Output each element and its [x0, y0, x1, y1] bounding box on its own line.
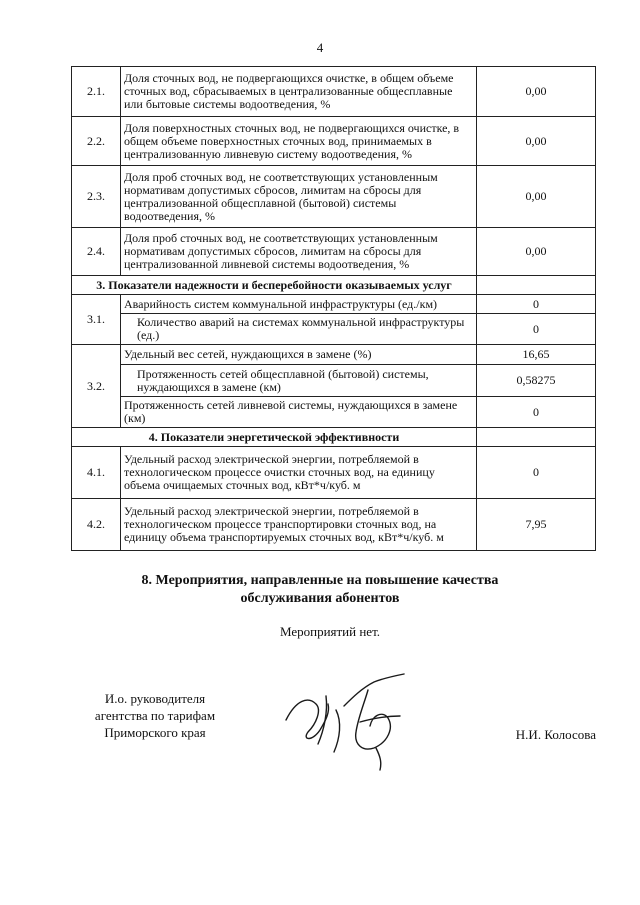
row-value: 0 — [477, 295, 596, 314]
section-header: 4. Показатели энергетической эффективности — [72, 428, 477, 447]
section-header-row — [72, 428, 596, 447]
handwritten-signature — [278, 660, 428, 775]
row-number: 3.2. — [72, 345, 121, 428]
row-number: 4.1. — [72, 447, 121, 499]
table-row — [72, 499, 596, 551]
row-text: Доля проб сточных вод, не соответствующих установленным нормативам допустимых сбросов, лимитам на сбросы для централизованной общесплавной (бытовой) системы водоотведения, % — [121, 166, 477, 228]
row-number: 2.2. — [72, 117, 121, 166]
section-header-row — [72, 276, 596, 295]
signer-title-line1: И.о. руководителя — [104, 691, 206, 706]
indicators-table — [71, 66, 596, 551]
table-row — [72, 295, 596, 314]
no-measures-text: Мероприятий нет. — [279, 624, 381, 639]
row-value: 0,00 — [477, 67, 596, 117]
row-text: Протяженность сетей общесплавной (бытовой) системы, нуждающихся в замене (км) — [121, 365, 477, 397]
signer-title — [60, 690, 250, 741]
row-number: 2.3. — [72, 166, 121, 228]
table-row — [72, 117, 596, 166]
table-row — [72, 67, 596, 117]
table-row — [72, 314, 596, 345]
row-text: Протяженность сетей ливневой системы, нуждающихся в замене (км) — [121, 397, 477, 428]
table-row — [72, 447, 596, 499]
row-text: Аварийность систем коммунальной инфраструктуры (ед./км) — [121, 295, 477, 314]
signer-title-line3: Приморского края — [104, 725, 206, 740]
signer-title-line2: агентства по тарифам — [94, 708, 216, 723]
row-text: Доля сточных вод, не подвергающихся очистке, в общем объеме сточных вод, сбрасываемых в централизованные общесплавные или бытовые системы водоотведения, % — [121, 67, 477, 117]
page-number: 4 — [316, 40, 324, 55]
row-number: 4.2. — [72, 499, 121, 551]
row-value: 0 — [477, 447, 596, 499]
row-text: Доля поверхностных сточных вод, не подвергающихся очистке, в общем объеме поверхностных сточных вод, принимаемых в централизованную ливневую систему водоотведения, % — [121, 117, 477, 166]
signer-name: Н.И. Колосова — [515, 727, 596, 742]
row-number: 2.4. — [72, 228, 121, 276]
row-text: Количество аварий на системах коммунальной инфраструктуры (ед.) — [121, 314, 477, 345]
row-text: Удельный расход электрической энергии, потребляемой в технологическом процессе очистки сточных вод, на единицу объема очищаемых сточных вод, кВт*ч/куб. м — [121, 447, 477, 499]
row-value: 0,00 — [477, 166, 596, 228]
table-row — [72, 365, 596, 397]
row-number: 2.1. — [72, 67, 121, 117]
row-value: 16,65 — [477, 345, 596, 365]
row-value: 0 — [477, 397, 596, 428]
row-text: Удельный расход электрической энергии, потребляемой в технологическом процессе транспортировки сточных вод, на единицу объема транспортируемых сточных вод, кВт*ч/куб. м — [121, 499, 477, 551]
row-value: 0,00 — [477, 228, 596, 276]
table-row — [72, 166, 596, 228]
table-row — [72, 397, 596, 428]
row-text: Удельный вес сетей, нуждающихся в замене (%) — [121, 345, 477, 365]
row-value: 0,00 — [477, 117, 596, 166]
row-value: 7,95 — [477, 499, 596, 551]
table-row — [72, 345, 596, 365]
section-header: 3. Показатели надежности и бесперебойности оказываемых услуг — [72, 276, 477, 295]
section-8-title-line2: обслуживания абонентов — [240, 591, 400, 606]
table-row — [72, 228, 596, 276]
row-text: Доля проб сточных вод, не соответствующих установленным нормативам допустимых сбросов, лимитам на сбросы для централизованной ливневой системы водоотведения, % — [121, 228, 477, 276]
row-value: 0 — [477, 314, 596, 345]
row-number: 3.1. — [72, 295, 121, 345]
section-8-title-line1: 8. Мероприятия, направленные на повышение качества — [141, 573, 499, 588]
section-8-title — [90, 572, 550, 608]
row-value: 0,58275 — [477, 365, 596, 397]
